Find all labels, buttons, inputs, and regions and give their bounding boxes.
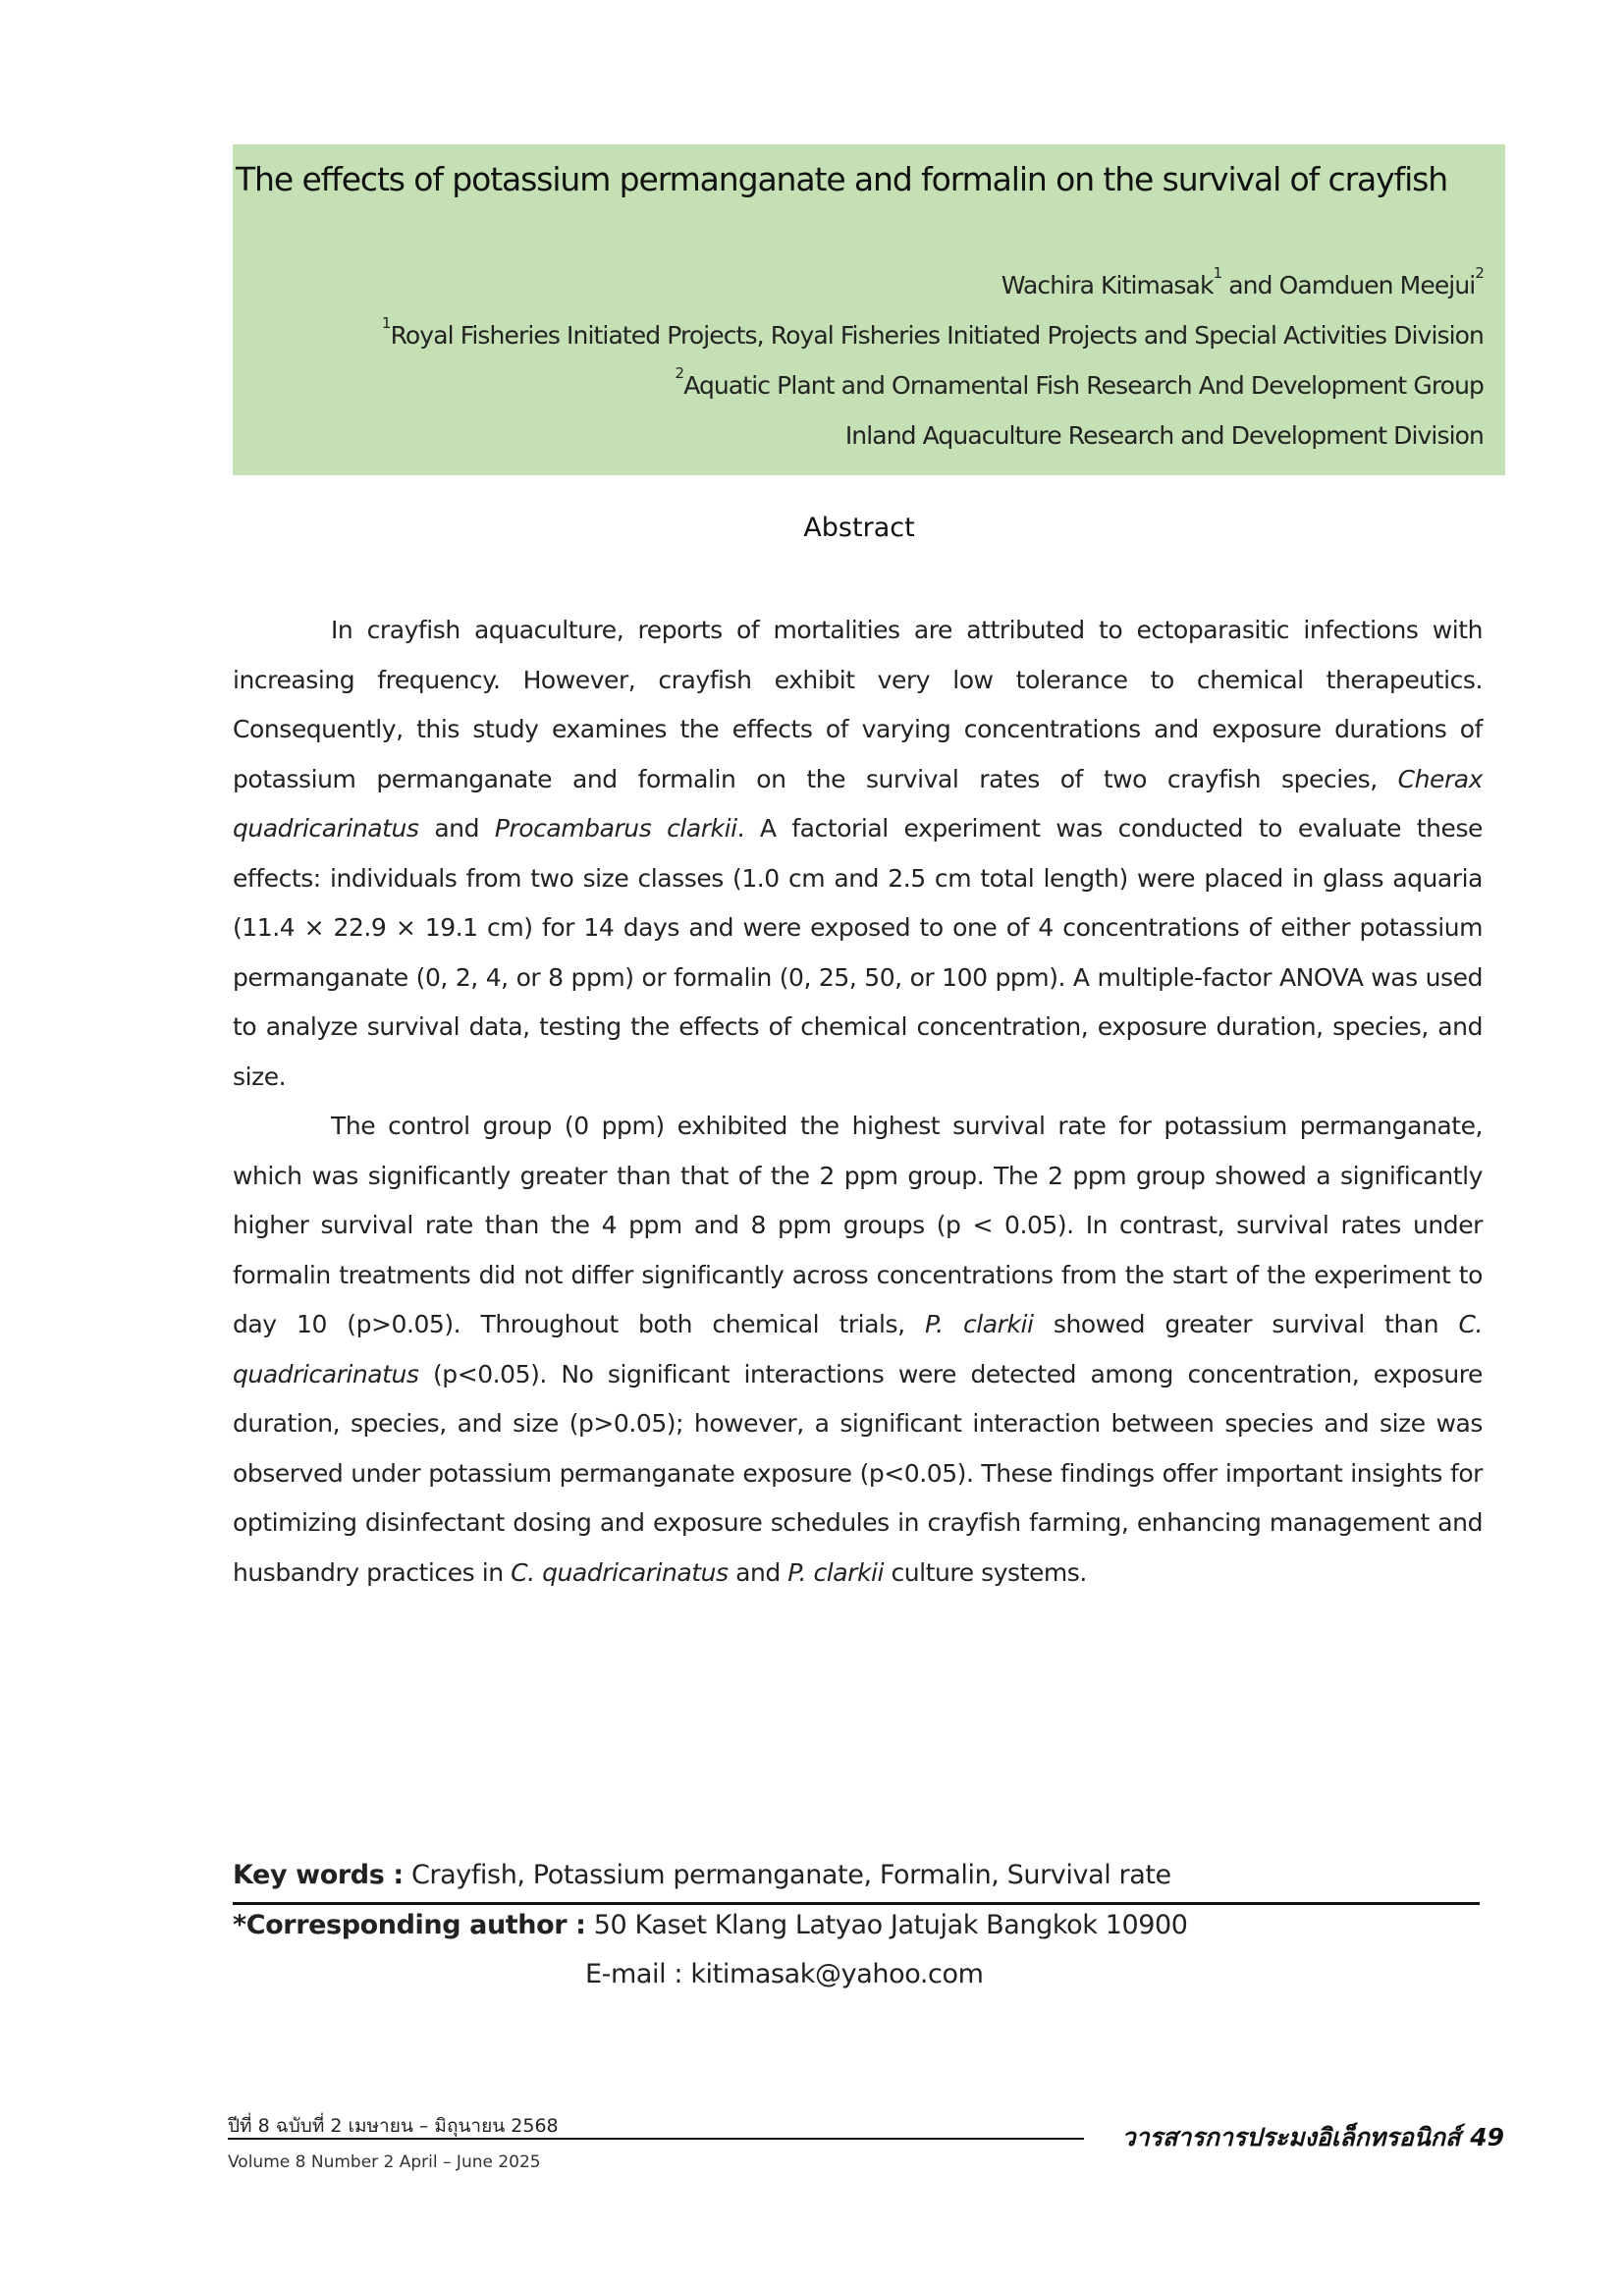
abstract-text: The control group (0 ppm) exhibited the highest survival rate for potassium permanganate, which was significantly greater than that of the 2 ppm group. The 2 ppm group showed a significantly higher survival rate than the 4 ppm and 8 ppm groups (p < 0.05). In contrast, survival rates under formalin treatments did not differ significantly across concentrations from the start of the experiment to day 10 (p>0.05). Throughout both chemical trials,	[233, 1112, 1483, 1338]
abstract-text: In crayfish aquaculture, reports of mortalities are attributed to ectoparasitic infections with increasing frequency. However, crayfish exhibit very low tolerance to chemical therapeutics. Consequently, this study examines the effects of varying concentrations and exposure durations of potassium permanganate and formalin on the survival rates of two crayfish species,	[233, 616, 1483, 793]
footer-volume-english: Volume 8 Number 2 April – June 2025	[228, 2152, 541, 2172]
keywords-value: Crayfish, Potassium permanganate, Formalin, Survival rate	[403, 1860, 1171, 1890]
species-name: Procambarus clarkii	[494, 814, 737, 843]
abstract-text: (p<0.05). No significant interactions were detected among concentration, exposure duration, species, and size (p>0.05); however, a significant interaction between species and size was observed under potassium permanganate exposure (p<0.05). These findings offer important insights for optimizing disinfectant dosing and exposure schedules in crayfish farming, enhancing management and husbandry practices in	[233, 1359, 1483, 1587]
paper-title: The effects of potassium permanganate and formalin on the survival of crayfish	[236, 160, 1448, 198]
abstract-text: . A factorial experiment was conducted to evaluate these effects: individuals from two size classes (1.0 cm and 2.5 cm total length) were placed in glass aquaria (11.4 × 22.9 × 19.1 cm) for 14 days and were exposed to one of 4 concentrations of either potassium permanganate (0, 2, 4, or 8 ppm) or formalin (0, 25, 50, or 100 ppm). A multiple-factor ANOVA was used to analyze survival data, testing the effects of chemical concentration, exposure duration, species, and size.	[233, 814, 1483, 1091]
authors-line	[382, 260, 1484, 310]
species-name: Cherax quadricarinatus	[233, 764, 1483, 843]
affiliation-2-text: Aquatic Plant and Ornamental Fish Research And Development Group	[683, 371, 1484, 400]
affiliation-1	[382, 310, 1484, 360]
species-name: P. clarkii	[924, 1310, 1034, 1338]
author-1: Wachira Kitimasak	[1001, 271, 1214, 299]
corresponding-author-label: *Corresponding author :	[233, 1910, 586, 1940]
abstract-text: and	[728, 1557, 788, 1587]
page-number: 49	[1470, 2123, 1504, 2151]
affiliation-1-text: Royal Fisheries Initiated Projects, Royal Fisheries Initiated Projects and Special Activities Division	[390, 321, 1484, 350]
species-name: C. quadricarinatus	[233, 1310, 1483, 1388]
footer-journal	[1122, 2118, 1504, 2157]
abstract-paragraph-2	[233, 1102, 1483, 1598]
affiliation-1-superscript: 1	[381, 314, 391, 332]
affiliation-3: Inland Aquaculture Research and Development Division	[844, 421, 1484, 450]
keywords-divider	[233, 1902, 1480, 1905]
keywords-line	[233, 1860, 1171, 1890]
abstract-heading: Abstract	[803, 513, 915, 543]
affiliation-2-superscript: 2	[675, 364, 684, 382]
keywords-label: Key words :	[233, 1860, 404, 1890]
abstract-text: showed greater survival than	[1033, 1310, 1459, 1338]
species-name: P. clarkii	[787, 1557, 884, 1587]
author-2-superscript: 2	[1475, 264, 1484, 282]
corresponding-author-address: 50 Kaset Klang Latyao Jatujak Bangkok 10900	[585, 1910, 1188, 1940]
author-affiliations	[382, 260, 1484, 461]
affiliation-2	[382, 360, 1484, 410]
species-name: C. quadricarinatus	[511, 1557, 729, 1587]
title-block	[233, 144, 1505, 475]
footer-divider	[228, 2138, 1084, 2140]
abstract-paragraph-1	[233, 606, 1483, 1102]
journal-name: วารสารการประมงอิเล็กทรอนิกส์	[1121, 2123, 1461, 2151]
corresponding-author-email: E-mail : kitimasak@yahoo.com	[585, 1959, 984, 1989]
author-1-superscript: 1	[1213, 264, 1222, 282]
abstract-text: and	[418, 814, 495, 843]
author-2: and Oamduen Meejui	[1221, 271, 1476, 299]
abstract-text: culture systems.	[883, 1557, 1087, 1587]
corresponding-author-line	[233, 1910, 1188, 1940]
footer-issue-thai: ปีที่ 8 ฉบับที่ 2 เมษายน – มิถุนายน 2568	[228, 2115, 559, 2137]
abstract-body	[233, 606, 1483, 1598]
